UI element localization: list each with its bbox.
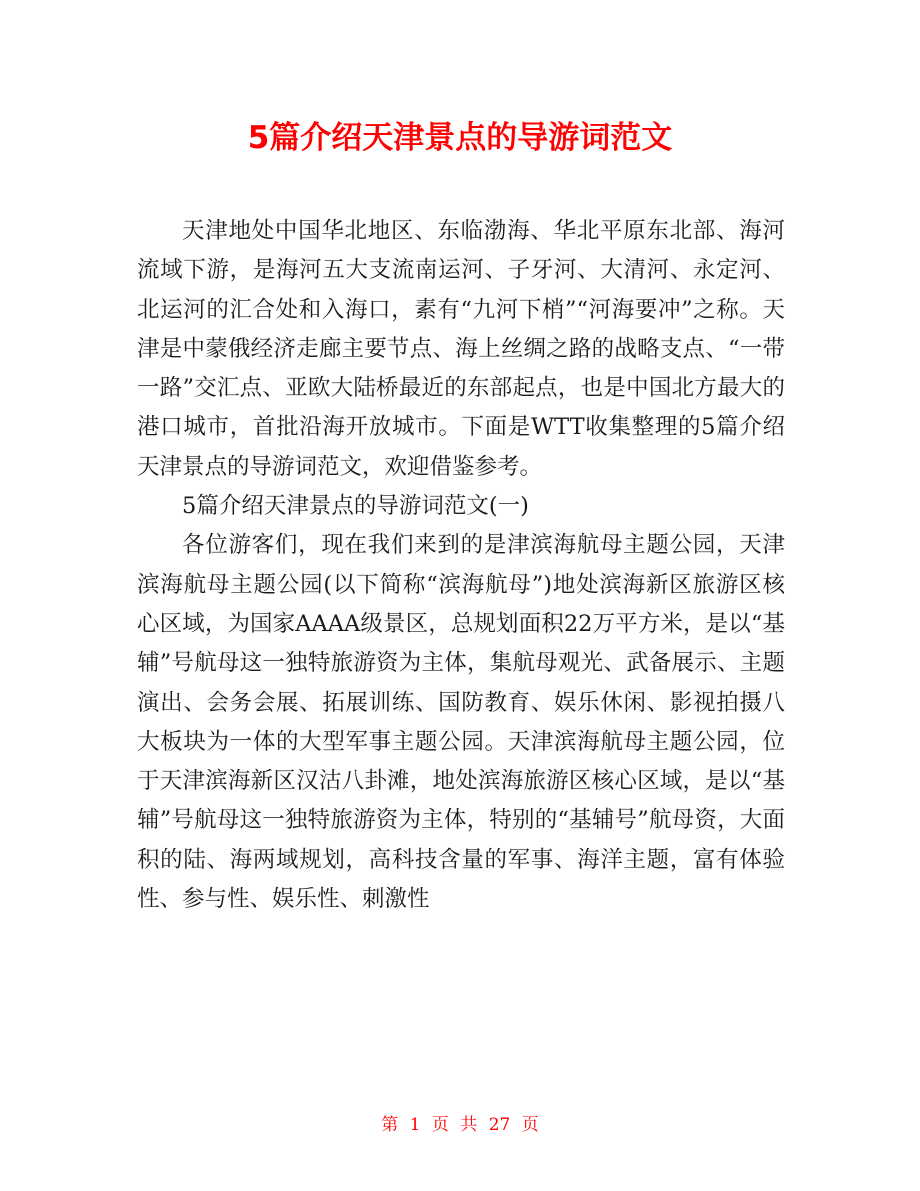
document-title: 5篇介绍天津景点的导游词范文 <box>247 120 673 156</box>
section-heading: 5篇介绍天津景点的导游词范文(一) <box>182 493 529 520</box>
page-footer: 第 1 页 共 27 页 <box>381 1115 539 1135</box>
intro-paragraph: 天津地处中国华北地区、东临渤海、华北平原东北部、海河流域下游，是海河五大支流南运河、子牙河、大清河、永定河、北运河的汇合处和入海口，素有“九河下梢”“河海要冲”之称。天津是中蒙俄经济走廊主要节点、海上丝绸之路的战略支点、“一带一路”交汇点、亚欧大陆桥最近的东部起点，也是中国北方最大的港口城市，首批沿海开放城市。下面是WTT收集整理的5篇介绍天津景点的导游词范文，欢迎借鉴参考。 <box>137 218 785 480</box>
body-paragraph: 各位游客们，现在我们来到的是津滨海航母主题公园，天津滨海航母主题公园(以下简称“滨海航母”)地处滨海新区旅游区核心区域，为国家AAAA级景区，总规划面积22万平方米，是以“基辅”号航母这一独特旅游资为主体，集航母观光、武备展示、主题演出、会务会展、拓展训练、国防教育、娱乐休闲、影视拍摄八大板块为一体的大型军事主题公园。天津滨海航母主题公园，位于天津滨海新区汉沽八卦滩，地处滨海旅游区核心区域，是以“基辅”号航母这一独特旅游资为主体，特别的“基辅号”航母资，大面积的陆、海两域规划，高科技含量的军事、海洋主题，富有体验性、参与性、娱乐性、刺激性 <box>137 532 785 913</box>
document-body <box>137 212 785 919</box>
